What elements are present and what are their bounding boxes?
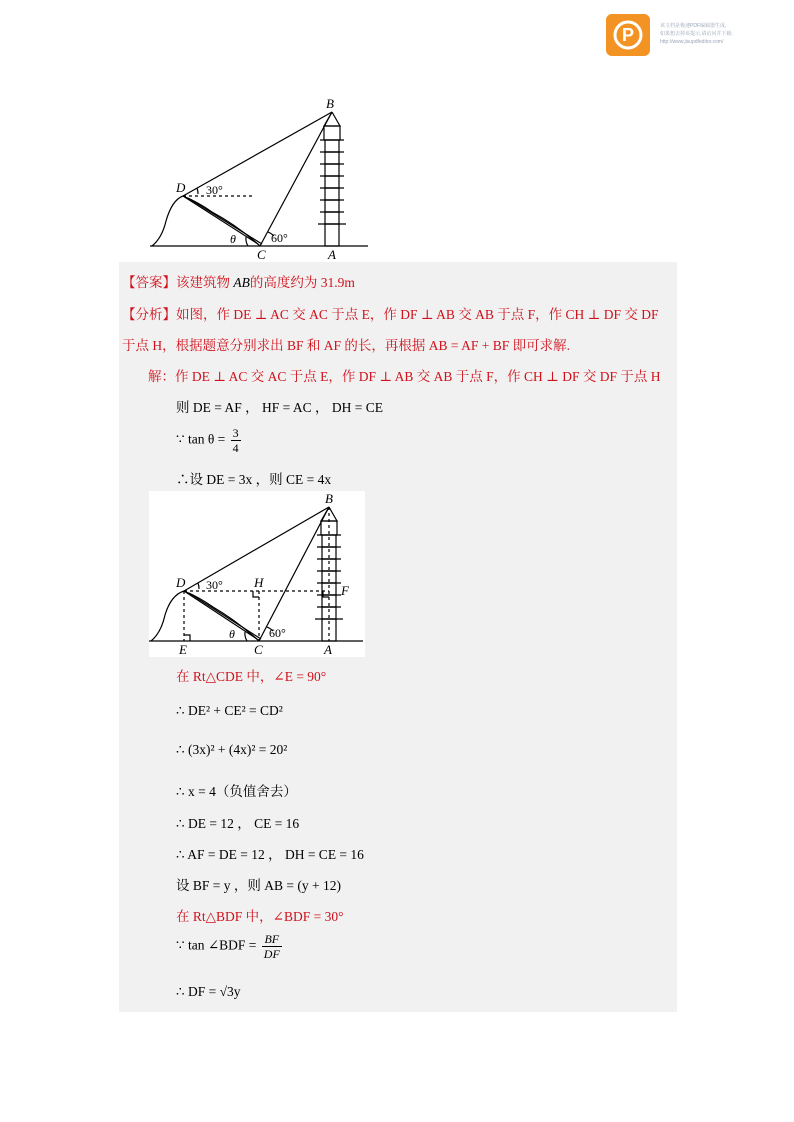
label-b: B xyxy=(325,491,333,506)
fraction: $\frac{3}{4}$ xyxy=(232,426,239,455)
notice-line: 该文档是极速PDF编辑器生成, xyxy=(660,23,727,29)
label-c: C xyxy=(254,642,263,657)
pdf-editor-logo xyxy=(606,14,650,56)
pagoda-figure-top xyxy=(150,96,370,260)
label-a: A xyxy=(328,247,336,260)
label-60: 60° xyxy=(269,626,286,640)
label-c: C xyxy=(257,247,266,260)
fraction: $\frac{BF}{DF}$ xyxy=(263,932,280,961)
solution-step-5: 在 Rt△CDE 中，∠E = 90° xyxy=(176,669,327,684)
label-f: F xyxy=(341,583,349,598)
label-h: H xyxy=(254,575,264,590)
notice-line: http://www.jisupdfeditor.com/ xyxy=(660,39,724,45)
notice-line: 如果想去掉该提示,请访问并下载: xyxy=(660,31,733,37)
solution-step-8: ∴ x = 4（负值舍去） xyxy=(176,784,297,799)
label-60: 60° xyxy=(271,231,288,245)
label-theta: θ xyxy=(230,232,236,246)
solution-step-3: ∵ tan θ = $\frac{3}{4}$ xyxy=(176,426,239,455)
label-30: 30° xyxy=(206,578,223,592)
label-30: 30° xyxy=(206,183,223,197)
editor-notice xyxy=(660,22,788,46)
solution-step-11: 设 BF = y ，则 AB = (y + 12) xyxy=(176,878,341,893)
solution-step-13: ∵ tan ∠BDF = $\frac{BF}{DF}$ xyxy=(176,932,280,961)
label-theta: θ xyxy=(229,627,235,641)
solution-step-4: ∴设 DE = 3x ，则 CE = 4x xyxy=(176,472,332,487)
label-d: D xyxy=(176,180,186,195)
pagoda-figure-mid xyxy=(149,491,365,657)
solution-step-6: ∴ DE² + CE² = CD² xyxy=(176,703,283,718)
solution-step-1: 解：作 DE ⊥ AC 交 AC 于点 E，作 DF ⊥ AB 交 AB 于点 F，作 CH ⊥ DF 交 DF 于点 H xyxy=(148,369,661,384)
answer-line: 【答案】该建筑物 AB的高度约为 31.9m xyxy=(122,275,355,290)
label-e: E xyxy=(179,642,187,657)
svg-text:P: P xyxy=(621,25,635,45)
label-d: D xyxy=(176,575,186,590)
solution-step-7: ∴ (3x)² + (4x)² = 20² xyxy=(176,742,288,757)
label-a: A xyxy=(324,642,332,657)
analysis-line-1: 【分析】如图，作 DE ⊥ AC 交 AC 于点 E，作 DF ⊥ AB 交 AB 于点 F，作 CH ⊥ DF 交 DF xyxy=(122,307,659,322)
solution-step-10: ∴ AF = DE = 12 ， DH = CE = 16 xyxy=(176,847,364,862)
solution-step-2: 则 DE = AF ， HF = AC ， DH = CE xyxy=(176,400,383,415)
p-logo-icon xyxy=(606,14,650,56)
solution-step-14: ∴ DF = √3y xyxy=(176,984,241,999)
analysis-line-2: 于点 H，根据题意分别求出 BF 和 AF 的长，再根据 AB = AF + BF 即可求解. xyxy=(122,338,571,353)
solution-step-12: 在 Rt△BDF 中，∠BDF = 30° xyxy=(176,909,344,924)
label-b: B xyxy=(326,96,334,111)
solution-step-9: ∴ DE = 12 ， CE = 16 xyxy=(176,816,300,831)
